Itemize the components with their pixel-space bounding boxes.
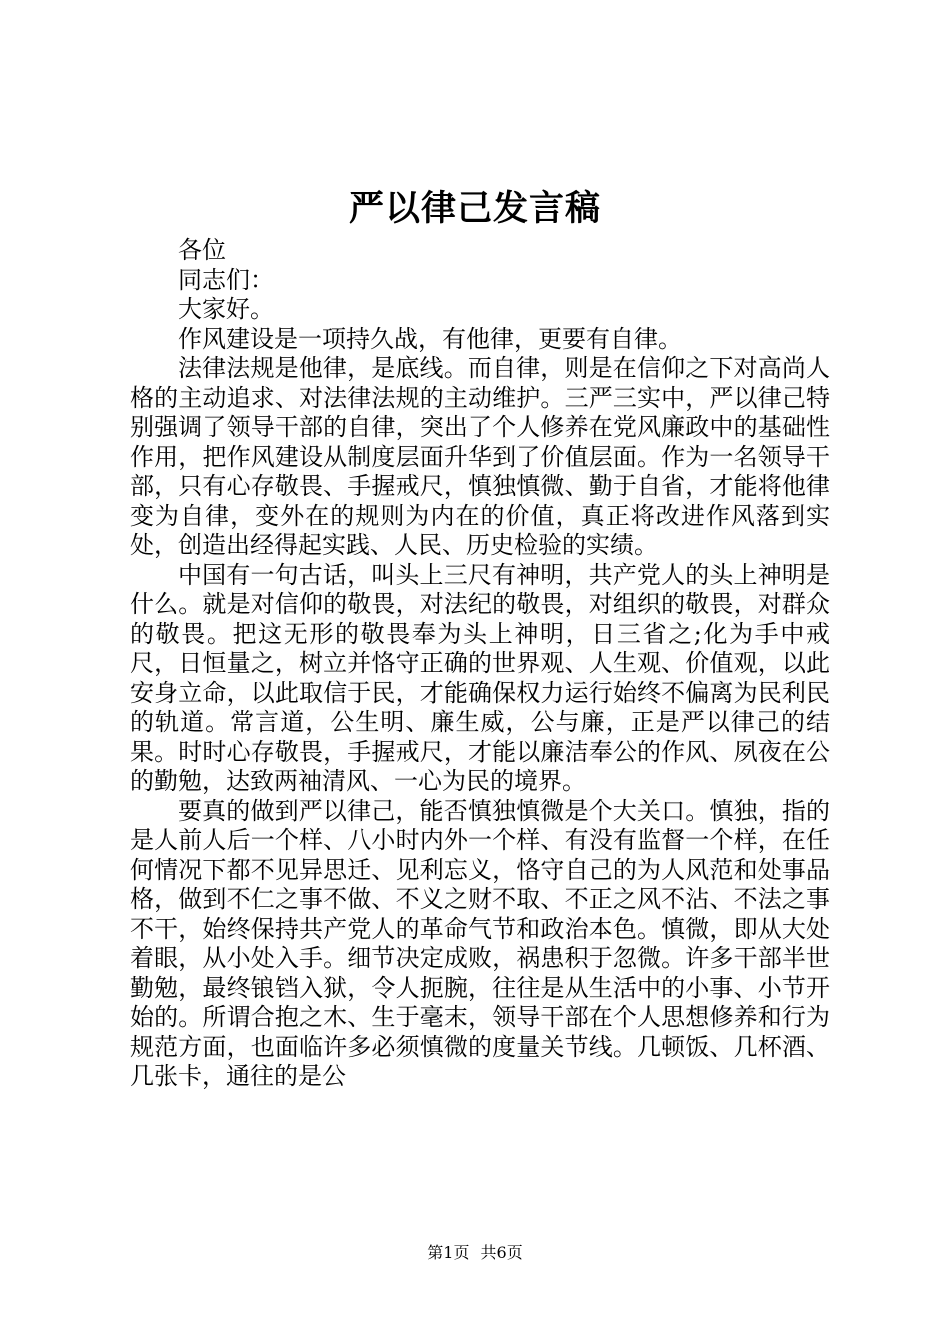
greeting-line: 大家好。 bbox=[178, 295, 274, 323]
greeting-line: 各位 bbox=[178, 236, 226, 264]
greeting-line: 同志们： bbox=[178, 265, 274, 294]
paragraph: 作风建设是一项持久战，有他律，更要有自律。 bbox=[178, 324, 682, 353]
document-body bbox=[130, 236, 830, 1092]
paragraph: 中国有一句古话，叫头上三尺有神明，共产党人的头上神明是什么。就是对信仰的敬畏，对法纪的敬畏，对组织的敬畏，对群众的敬畏。把这无形的敬畏奉为头上神明，日三省之;化为手中戒尺，日恒量之，树立并恪守正确的世界观、人生观、价值观，以此安身立命，以此取信于民，才能确保权力运行始终不偏离为民利民的轨道。常言道，公生明、廉生威，公与廉，正是严以律己的结果。时时心存敬畏，手握戒尺，才能以廉洁奉公的作风、夙夜在公的勤勉，达致两袖清风、一心为民的境界。 bbox=[130, 560, 830, 795]
document-title: 严以律己发言稿 bbox=[348, 188, 601, 229]
paragraph: 要真的做到严以律己，能否慎独慎微是个大关口。慎独，指的是人前人后一个样、八小时内外一个样、有没有监督一个样，在任何情况下都不见异思迁、见利忘义，恪守自己的为人风范和处事品格，做到不仁之事不做、不义之财不取、不正之风不沾、不法之事不干，始终保持共产党人的革命气节和政治本色。慎微，即从大处着眼，从小处入手。细节决定成败，祸患积于忽微。许多干部半世勤勉，最终锒铛入狱，令人扼腕，往往是从生活中的小事、小节开始的。所谓合抱之木、生于毫末，领导干部在个人思想修养和行为规范方面，也面临许多必须慎微的度量关节线。几顿饭、几杯酒、几张卡，通往的是公 bbox=[130, 796, 830, 1090]
page-footer bbox=[0, 1243, 950, 1263]
total-page-count: 共6页 bbox=[480, 1243, 523, 1262]
current-page-number: 第1页 bbox=[427, 1243, 470, 1262]
paragraph: 法律法规是他律，是底线。而自律，则是在信仰之下对高尚人格的主动追求、对法律法规的主动维护。三严三实中，严以律己特别强调了领导干部的自律，突出了个人修养在党风廉政中的基础性作用，把作风建设从制度层面升华到了价值层面。作为一名领导干部，只有心存敬畏、手握戒尺，慎独慎微、勤于自省，才能将他律变为自律，变外在的规则为内在的价值，真正将改进作风落到实处，创造出经得起实践、人民、历史检验的实绩。 bbox=[130, 354, 830, 559]
